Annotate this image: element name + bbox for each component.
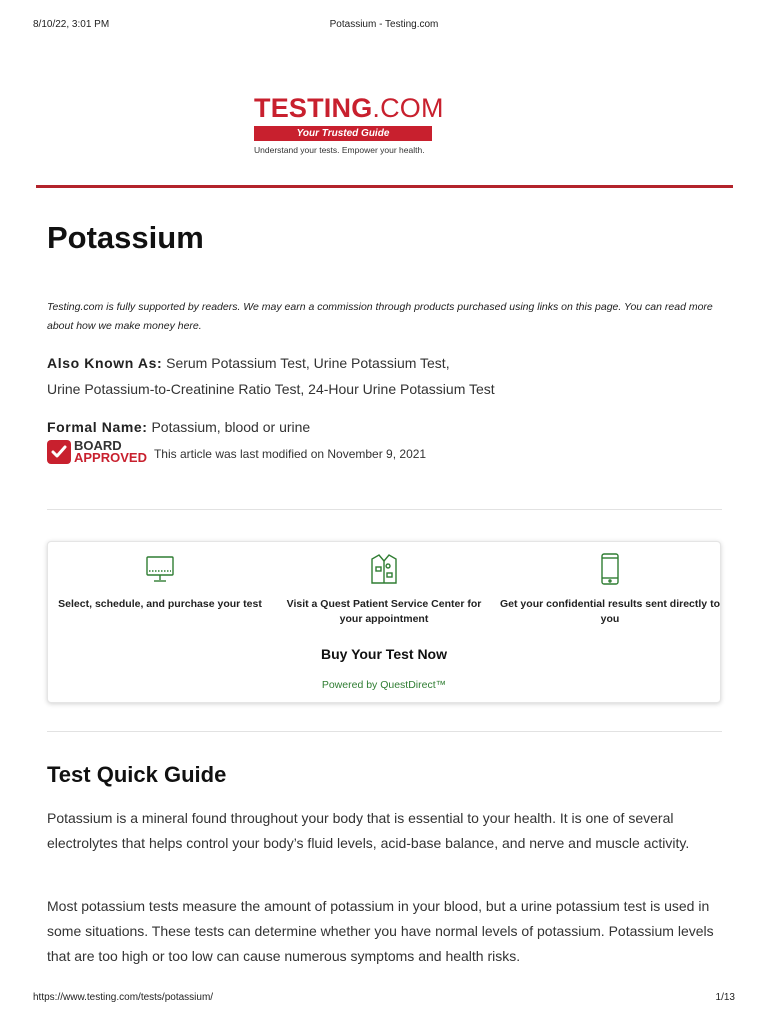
logo-tagline: Your Trusted Guide: [254, 126, 432, 141]
logo-subtitle: Understand your tests. Empower your health.: [254, 145, 425, 155]
buy-test-button[interactable]: Buy Your Test Now: [320, 646, 447, 662]
formal-value: Potassium, blood or urine: [147, 419, 311, 435]
logo-wordmark: TESTING.COM: [254, 93, 444, 123]
paragraph: Most potassium tests measure the amount of potassium in your blood, but a urine potassium test is used in some situations. These tests can determine whether you have normal levels of potassium. Potassium levels that are too high or too low can cause numerous symptoms and health risks.: [47, 898, 714, 964]
print-datetime: 8/10/22, 3:01 PM: [33, 19, 110, 30]
also-known-as: [47, 350, 727, 402]
divider: [47, 731, 722, 732]
page-title: Potassium: [47, 220, 204, 255]
print-header: [0, 19, 768, 33]
print-footer: [0, 992, 768, 1006]
step-visit: Visit a Quest Patient Service Center for your appointment: [274, 552, 494, 627]
aka-line-2: Urine Potassium-to-Creatinine Ratio Test, 24-Hour Urine Potassium Test: [47, 381, 495, 397]
last-modified: This article was last modified on November 9, 2021: [153, 447, 427, 461]
print-doc-title: Potassium - Testing.com: [329, 19, 439, 30]
phone-icon: [500, 552, 720, 586]
formal-label: Formal Name:: [47, 419, 148, 435]
checkmark-icon: [47, 440, 71, 464]
lab-coat-icon: [274, 552, 494, 586]
step-results: Get your confidential results sent directly to you: [500, 552, 720, 627]
monitor-icon: [50, 552, 270, 586]
aka-line-1: Serum Potassium Test, Urine Potassium Test,: [162, 355, 450, 371]
divider: [47, 509, 722, 510]
print-url: https://www.testing.com/tests/potassium/: [33, 992, 214, 1003]
section-heading: Test Quick Guide: [47, 762, 227, 787]
header-divider: [36, 185, 733, 188]
site-logo[interactable]: [254, 93, 444, 155]
affiliate-disclaimer: Testing.com is fully supported by readers. We may earn a commission through products purchased using links on this page. You can read more about how we make money here.: [47, 301, 713, 332]
formal-name: [47, 416, 310, 438]
board-approved: [47, 438, 426, 466]
step-select: Select, schedule, and purchase your test: [50, 552, 270, 612]
paragraph: Potassium is a mineral found throughout your body that is essential to your health. It is one of several electrolytes that helps control your body’s fluid levels, acid-base balance, and nerve and muscle activity.: [47, 810, 690, 851]
board-approved-badge: BOARD APPROVED: [74, 438, 147, 465]
powered-by: Powered by QuestDirect™: [321, 679, 447, 691]
buy-test-card: [47, 541, 721, 703]
page-number: 1/13: [715, 992, 735, 1003]
aka-label: Also Known As:: [47, 355, 163, 371]
